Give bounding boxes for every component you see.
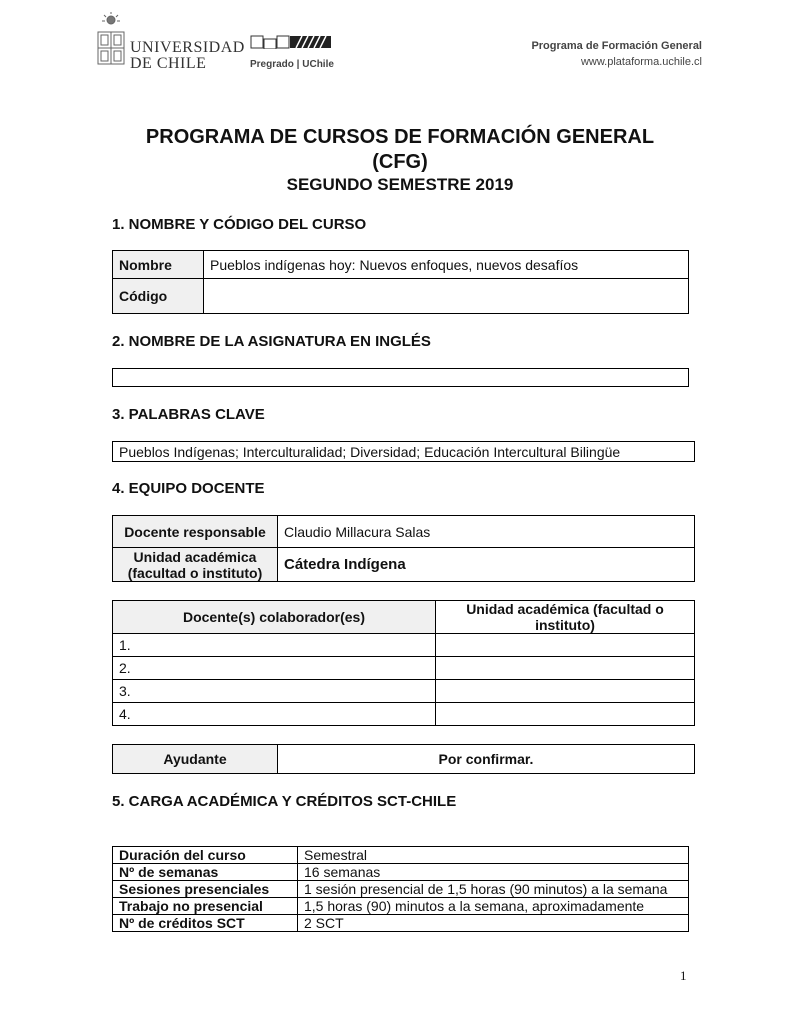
unidad-value: Cátedra Indígena (278, 548, 695, 582)
name-value: Pueblos indígenas hoy: Nuevos enfoques, nuevos desafíos (204, 251, 689, 279)
collaborators-table (112, 600, 695, 726)
responsable-value-text: Claudio Millacura Salas (284, 523, 431, 540)
english-name-value (113, 369, 689, 387)
pregrado-logo (250, 35, 332, 73)
university-name-line2: DE CHILE (130, 55, 207, 72)
load-row-label: Nº de créditos SCT (113, 915, 298, 932)
ayudante-value: Por confirmar. (278, 745, 695, 774)
unidad-label (113, 548, 278, 582)
academic-load-table (112, 846, 689, 932)
teaching-team-table (112, 515, 695, 582)
colab-unit-header-line2: instituto) (535, 617, 595, 633)
english-name-table (112, 368, 689, 387)
code-label: Código (113, 279, 204, 314)
colab-row-1: 1. (113, 634, 436, 657)
load-row-value: 16 semanas (298, 864, 689, 881)
responsable-value (278, 516, 695, 548)
program-url: www.plataforma.uchile.cl (580, 56, 702, 68)
colab-unit-header-line1: Unidad académica (facultad o (466, 601, 664, 617)
load-row-label: Nº de semanas (113, 864, 298, 881)
university-name (130, 40, 245, 72)
page-number: 1 (680, 968, 687, 983)
unidad-label-line2: (facultad o instituto) (127, 564, 263, 581)
section-5-heading: 5. CARGA ACADÉMICA Y CRÉDITOS SCT-CHILE (112, 793, 457, 810)
keywords-value: Pueblos Indígenas; Interculturalidad; Diversidad; Educación Intercultural Bilingüe (113, 442, 695, 462)
ayudante-label: Ayudante (113, 745, 278, 774)
load-row-value: 2 SCT (298, 915, 689, 932)
university-crest-icon (96, 12, 126, 70)
keywords-table (112, 441, 695, 462)
course-name-code-table (112, 250, 689, 314)
section-3-heading: 3. PALABRAS CLAVE (112, 406, 265, 423)
pregrado-squares-icon (250, 35, 332, 49)
colab-row-3: 3. (113, 680, 436, 703)
section-4-heading: 4. EQUIPO DOCENTE (112, 480, 265, 497)
colab-header: Docente(s) colaborador(es) (113, 601, 436, 634)
responsable-label: Docente responsable (113, 516, 278, 548)
code-value (204, 279, 689, 314)
university-name-line1: UNIVERSIDAD (130, 39, 245, 56)
universidad-de-chile-logo (96, 12, 245, 72)
colab-row-2: 2. (113, 657, 436, 680)
unidad-label-line1: Unidad académica (133, 548, 257, 565)
load-row-label: Trabajo no presencial (113, 898, 298, 915)
assistant-table (112, 744, 695, 774)
section-1-heading: 1. NOMBRE Y CÓDIGO DEL CURSO (112, 216, 367, 233)
pregrado-label: Pregrado | UChile (250, 59, 334, 70)
load-row-value: 1,5 horas (90) minutos a la semana, aproximadamente (298, 898, 689, 915)
colab-row-4-unit (436, 703, 695, 726)
section-2-heading: 2. NOMBRE DE LA ASIGNATURA EN INGLÉS (112, 333, 431, 350)
load-row-label: Sesiones presenciales (113, 881, 298, 898)
colab-row-3-unit (436, 680, 695, 703)
colab-unit-header (436, 601, 695, 634)
load-row-label: Duración del curso (113, 847, 298, 864)
load-row-value: Semestral (298, 847, 689, 864)
colab-row-2-unit (436, 657, 695, 680)
page-title-line1: PROGRAMA DE CURSOS DE FORMACIÓN GENERAL (145, 126, 655, 148)
program-name: Programa de Formación General (531, 40, 702, 52)
name-label: Nombre (113, 251, 204, 279)
load-row-value: 1 sesión presencial de 1,5 horas (90 minutos) a la semana (298, 881, 689, 898)
page-title-line3: SEGUNDO SEMESTRE 2019 (286, 175, 514, 194)
colab-row-4: 4. (113, 703, 436, 726)
page-title-line2: (CFG) (372, 151, 428, 173)
colab-row-1-unit (436, 634, 695, 657)
